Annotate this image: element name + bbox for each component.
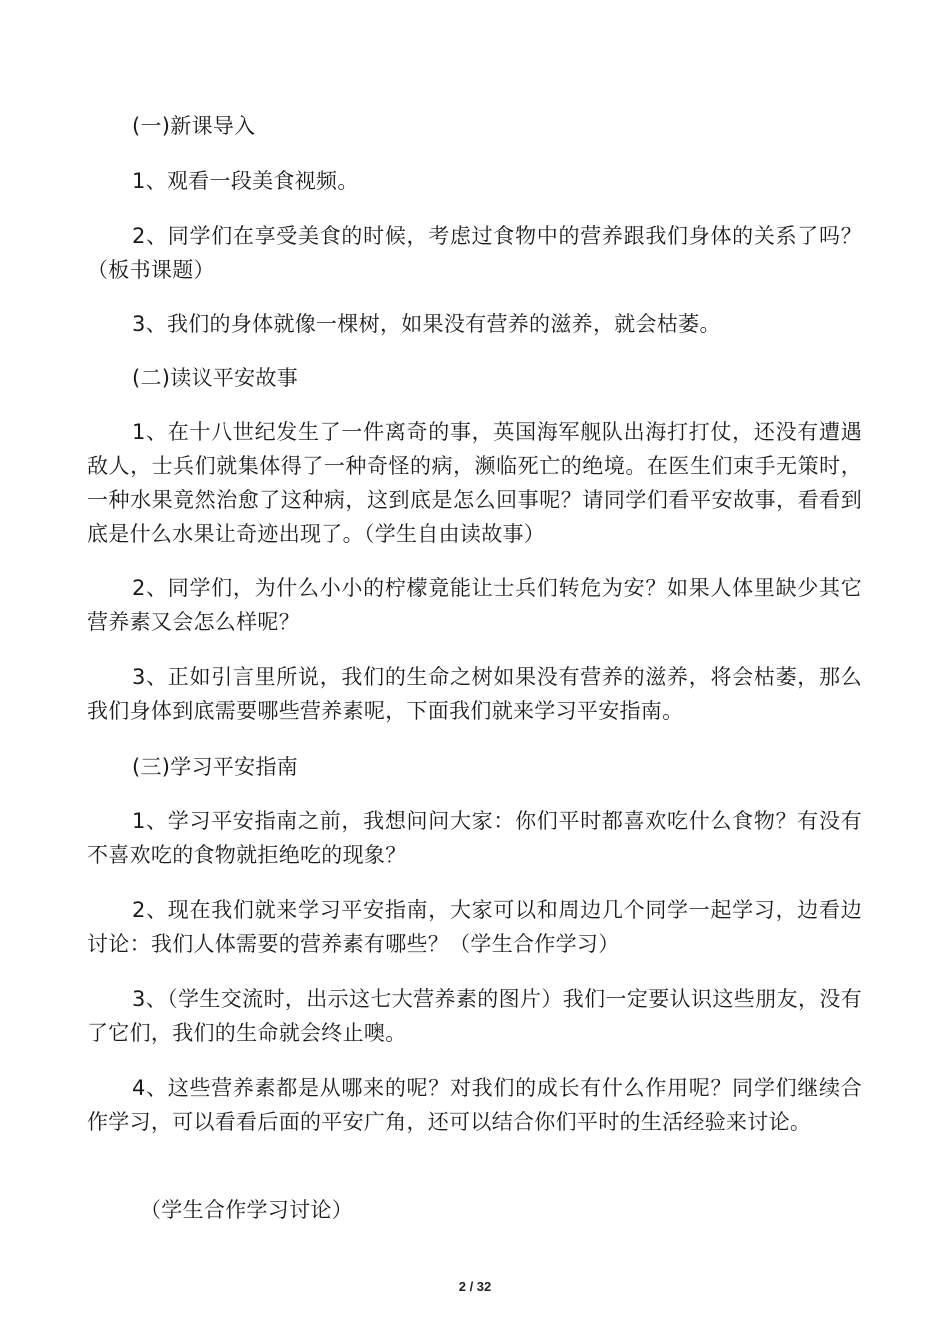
paragraph-3-3: 3、（学生交流时，出示这七大营养素的图片）我们一定要认识这些朋友，没有了它们，我们的生命就会终止噢。 bbox=[87, 987, 862, 1045]
paragraph-2-1: 1、在十八世纪发生了一件离奇的事，英国海军舰队出海打打仗，还没有遭遇敌人，士兵们就集体得了一种奇怪的病，濒临死亡的绝境。在医生们束手无策时，一种水果竟然治愈了这种病，这到底是怎么回事呢？请同学们看平安故事，看看到底是什么水果让奇迹出现了。（学生自由读故事） bbox=[87, 420, 862, 546]
paragraph-2-3: 3、正如引言里所说，我们的生命之树如果没有营养的滋养，将会枯萎，那么我们身体到底需要哪些营养素呢，下面我们就来学习平安指南。 bbox=[87, 665, 862, 723]
paragraph-1-3: 3、我们的身体就像一棵树，如果没有营养的滋养，就会枯萎。 bbox=[132, 312, 721, 336]
section-heading-2: (二)读议平安故事 bbox=[132, 366, 299, 390]
paragraph-3-4: 4、这些营养素都是从哪来的呢？对我们的成长有什么作用呢？同学们继续合作学习，可以看看后面的平安广角，还可以结合你们平时的生活经验来讨论。 bbox=[87, 1076, 862, 1134]
paragraph-1-2: 2、同学们在享受美食的时候，考虑过食物中的营养跟我们身体的关系了吗？（板书课题） bbox=[87, 224, 862, 282]
paragraph-2-2: 2、同学们，为什么小小的柠檬竟能让士兵们转危为安？如果人体里缺少其它营养素又会怎么样呢？ bbox=[87, 576, 862, 634]
paragraph-1-1: 1、观看一段美食视频。 bbox=[132, 169, 359, 193]
section-heading-1: (一)新课导入 bbox=[132, 114, 256, 138]
paragraph-3-2: 2、现在我们就来学习平安指南，大家可以和周边几个同学一起学习，边看边讨论：我们人体需要的营养素有哪些？（学生合作学习） bbox=[87, 898, 862, 956]
paragraph-3-1: 1、学习平安指南之前，我想问问大家：你们平时都喜欢吃什么食物？有没有不喜欢吃的食物就拒绝吃的现象？ bbox=[87, 809, 862, 867]
paragraph-3-5: （学生合作学习讨论） bbox=[140, 1198, 353, 1222]
section-heading-3: (三)学习平安指南 bbox=[132, 755, 299, 779]
page-number: 2 / 32 bbox=[458, 1279, 492, 1294]
